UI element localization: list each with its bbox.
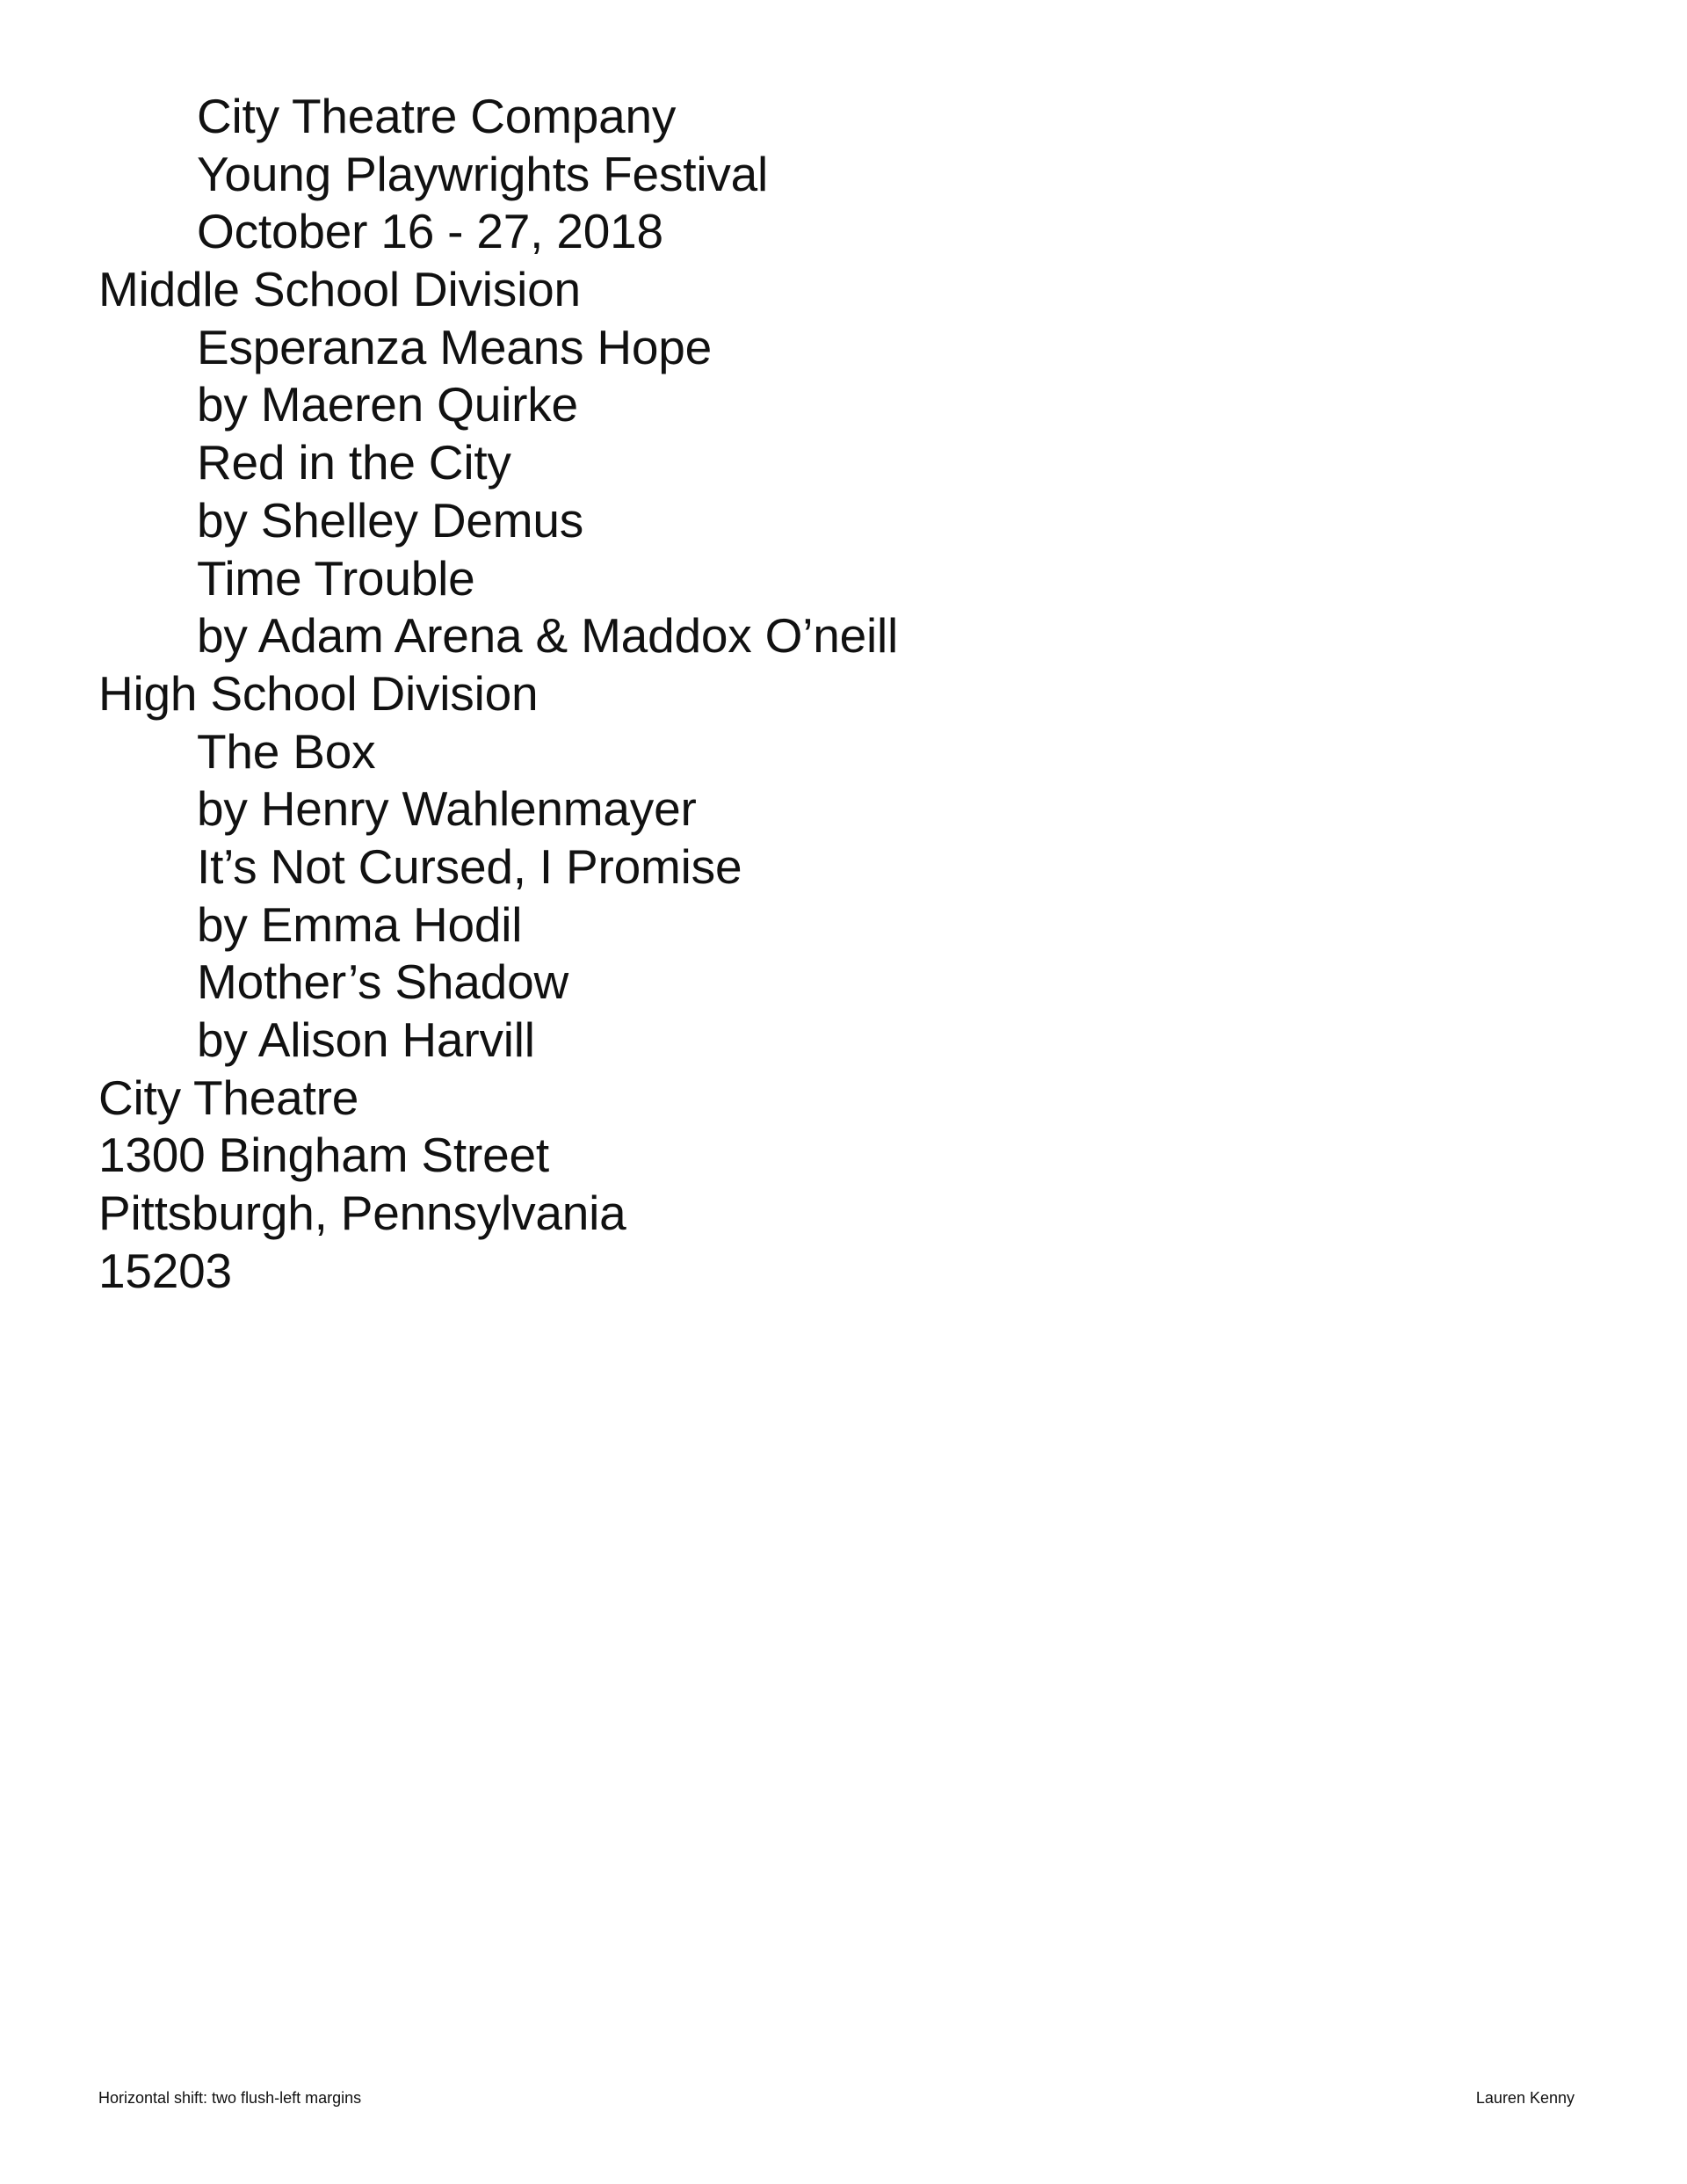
- play-author: by Maeren Quirke: [197, 377, 578, 432]
- venue-name: City Theatre: [98, 1070, 359, 1125]
- play-author: by Emma Hodil: [197, 896, 523, 952]
- footer-caption: Horizontal shift: two flush-left margins: [98, 2089, 362, 2107]
- play-title: Time Trouble: [197, 550, 475, 606]
- venue-zip: 15203: [98, 1243, 232, 1298]
- play-title: Red in the City: [197, 435, 511, 490]
- play-author: by Alison Harvill: [197, 1012, 535, 1067]
- venue-city-state: Pittsburgh, Pennsylvania: [98, 1186, 626, 1241]
- footer-credit: Lauren Kenny: [1475, 2089, 1575, 2107]
- play-author: by Adam Arena & Maddox O’neill: [197, 608, 899, 664]
- play-title: Esperanza Means Hope: [197, 319, 713, 374]
- company-name: City Theatre Company: [197, 89, 677, 143]
- play-author: by Shelley Demus: [197, 492, 584, 548]
- festival-dates: October 16 - 27, 2018: [197, 204, 663, 259]
- play-title: Mother’s Shadow: [197, 954, 568, 1010]
- festival-name: Young Playwrights Festival: [197, 146, 769, 201]
- venue-street: 1300 Bingham Street: [98, 1128, 549, 1183]
- play-title: The Box: [197, 723, 376, 779]
- play-author: by Henry Wahlenmayer: [197, 781, 697, 837]
- division-heading-high-school: High School Division: [98, 665, 539, 721]
- division-heading-middle-school: Middle School Division: [98, 262, 581, 317]
- poster-text: [98, 88, 1592, 1300]
- play-title: It’s Not Cursed, I Promise: [197, 838, 742, 894]
